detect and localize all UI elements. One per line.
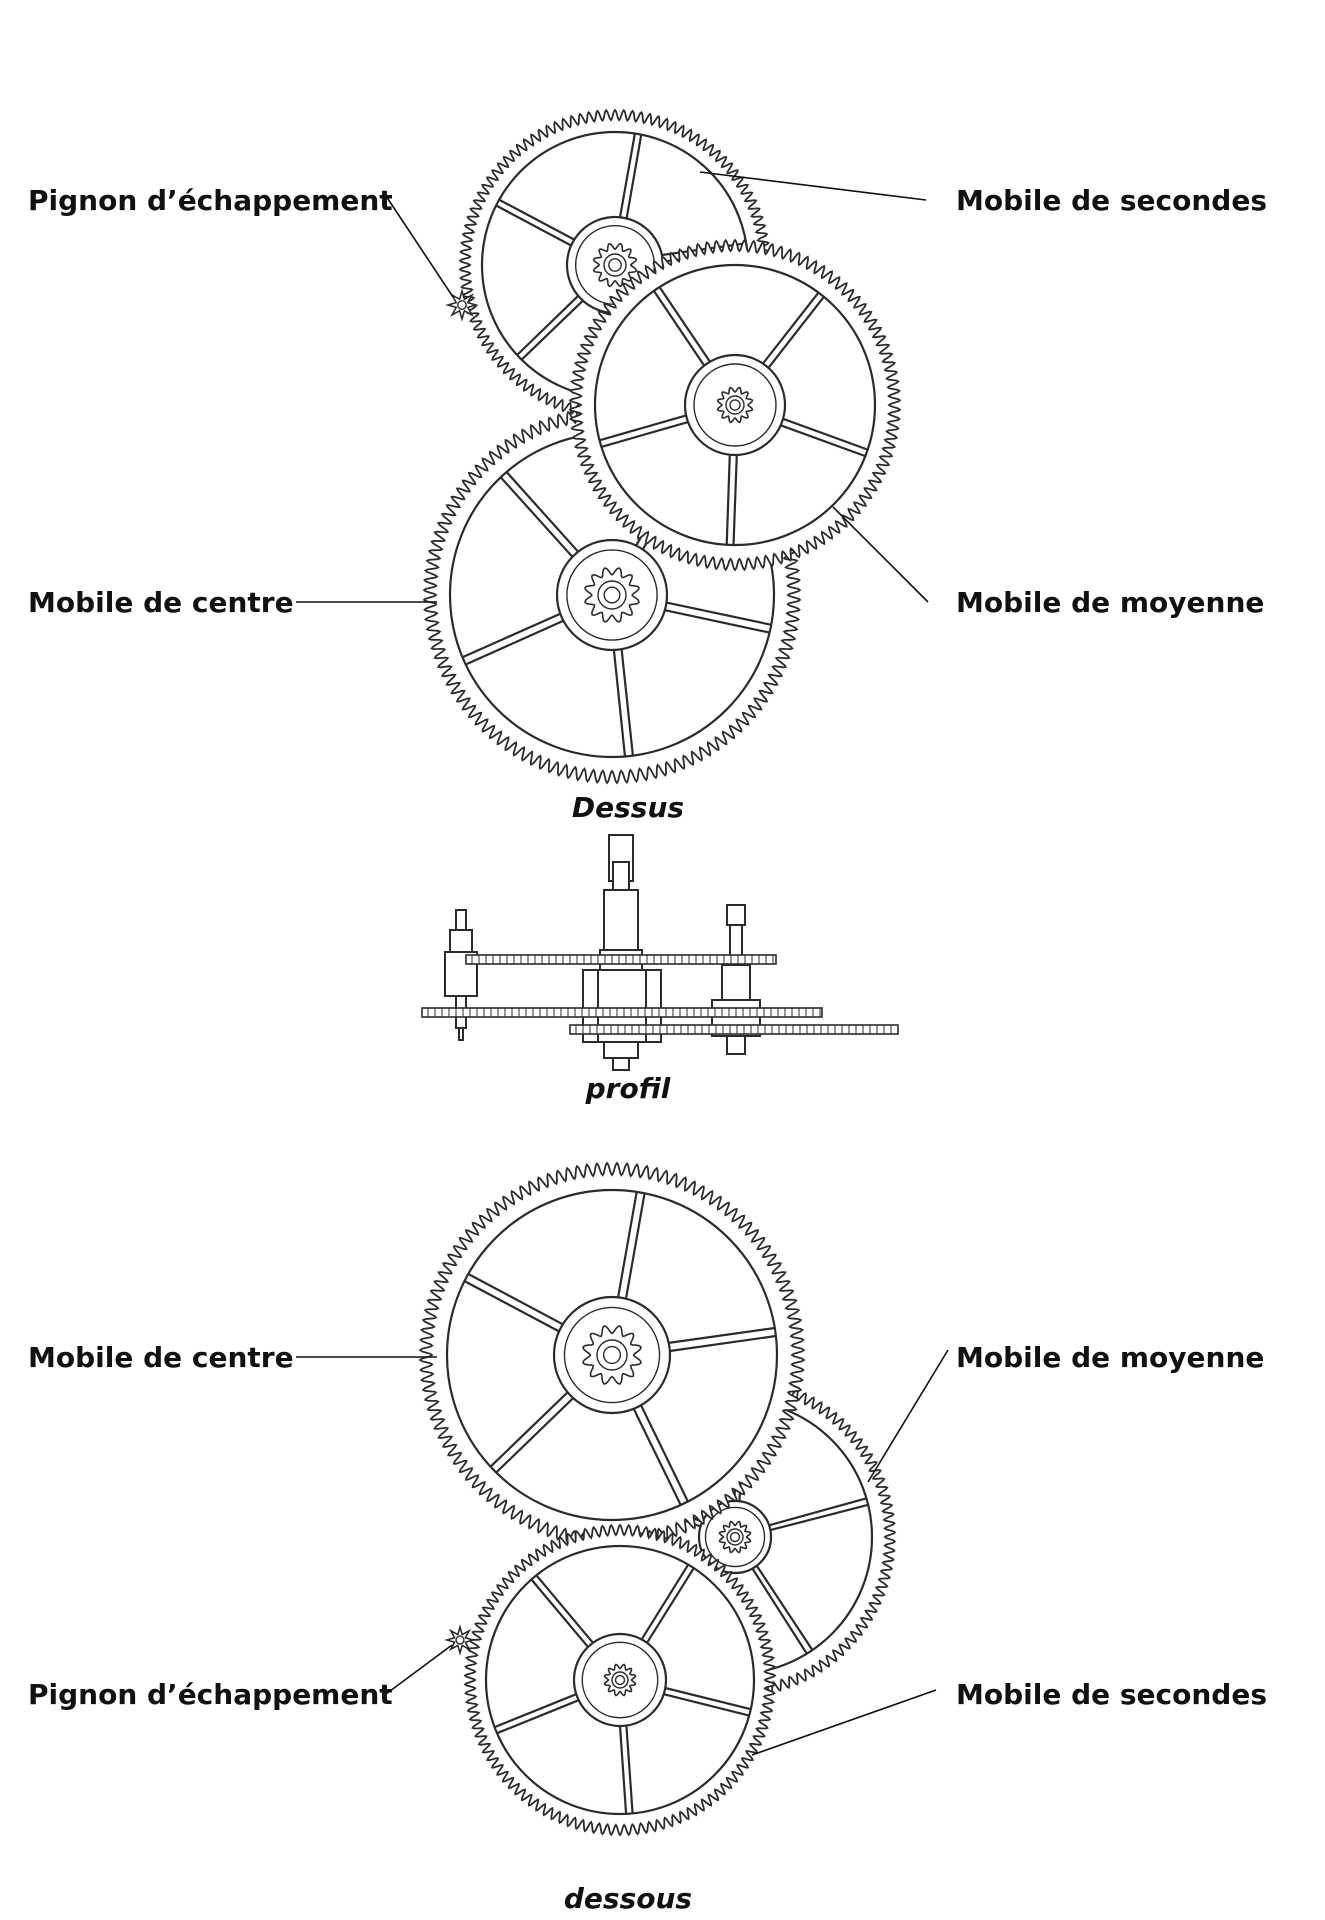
top-view — [28, 110, 1267, 824]
bottom-seconds-wheel-label: Mobile de secondes — [956, 1678, 1267, 1711]
profile-view — [422, 835, 898, 1105]
bottom-third-wheel-leader — [868, 1350, 948, 1482]
top-third-wheel-label: Mobile de moyenne — [956, 586, 1265, 619]
profile-view-caption: profil — [585, 1072, 671, 1105]
profile-wheel-1 — [466, 955, 776, 964]
bottom-view — [28, 1163, 1267, 1915]
bottom-escape-pinion-leader — [386, 1645, 452, 1694]
top-escape-pinion-label: Pignon d’échappement — [28, 184, 393, 217]
bottom-escape-pinion — [447, 1627, 473, 1653]
top-third-wheel-leader — [833, 507, 928, 602]
top-escape-pinion-leader — [386, 196, 453, 297]
top-view-caption: Dessus — [571, 791, 685, 824]
top-center-wheel-label: Mobile de centre — [28, 586, 294, 619]
profile-wheel-2 — [422, 1008, 822, 1017]
bottom-escape-pinion-label: Pignon d’échappement — [28, 1678, 393, 1711]
bottom-third-wheel-label: Mobile de moyenne — [956, 1341, 1265, 1374]
bottom-view-caption: dessous — [563, 1882, 693, 1915]
bottom-center-wheel-label: Mobile de centre — [28, 1341, 294, 1374]
profile-seconds-arbor — [445, 910, 477, 1040]
top-seconds-wheel-label: Mobile de secondes — [956, 184, 1267, 217]
profile-wheel-3 — [570, 1025, 898, 1034]
bottom-seconds-wheel-leader — [752, 1690, 936, 1755]
